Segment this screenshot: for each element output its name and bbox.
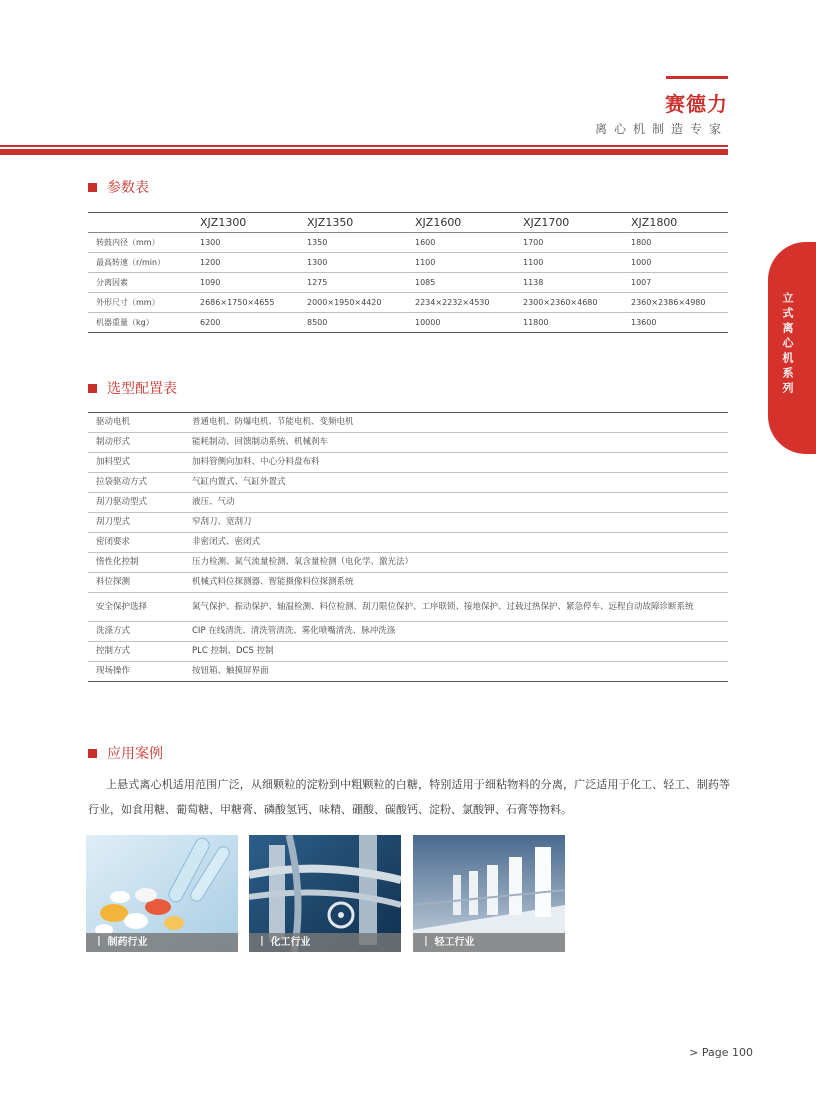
side-category-label: 立式离心机系列 xyxy=(781,292,794,397)
config-value: 窄刮刀、宽刮刀 xyxy=(184,513,728,533)
table-row xyxy=(88,253,728,273)
config-label: 安全保护选择 xyxy=(88,593,184,622)
section-marker-icon xyxy=(88,384,97,393)
config-value: 气缸内置式、气缸外置式 xyxy=(184,473,728,493)
config-label: 洗涤方式 xyxy=(88,622,184,642)
row-label: 机器重量（kg） xyxy=(88,313,194,333)
row-label: 转鼓内径（mm） xyxy=(88,233,194,253)
section-heading-config xyxy=(88,378,177,398)
table-row xyxy=(88,513,728,533)
table-cell: 1138 xyxy=(517,273,625,293)
table-cell: 10000 xyxy=(409,313,517,333)
config-label: 密闭要求 xyxy=(88,533,184,553)
config-value: PLC 控制、DCS 控制 xyxy=(184,642,728,662)
table-cell: 1100 xyxy=(409,253,517,273)
config-label: 拉袋驱动方式 xyxy=(88,473,184,493)
table-cell: 1100 xyxy=(517,253,625,273)
header-band xyxy=(0,149,728,155)
table-row xyxy=(88,553,728,573)
table-cell: 1700 xyxy=(517,233,625,253)
config-value: CIP 在线清洗、清洗管清洗、雾化喷嘴清洗、脉冲洗涤 xyxy=(184,622,728,642)
header-thin-rule xyxy=(0,145,728,147)
table-row xyxy=(88,293,728,313)
config-value: 压力检测、氮气流量检测、氧含量检测（电化学、激光法） xyxy=(184,553,728,573)
section-marker-icon xyxy=(88,183,97,192)
table-header-row xyxy=(88,213,728,233)
brand-name: 赛德力 xyxy=(665,92,728,116)
table-cell: 1200 xyxy=(194,253,301,273)
table-header-cell: XJZ1800 xyxy=(625,213,728,233)
section-title: 参数表 xyxy=(107,180,149,196)
table-cell: 2000×1950×4420 xyxy=(301,293,409,313)
config-label: 刮刀型式 xyxy=(88,513,184,533)
table-header-cell: XJZ1600 xyxy=(409,213,517,233)
table-header-cell xyxy=(88,213,194,233)
config-label: 刮刀驱动型式 xyxy=(88,493,184,513)
table-row xyxy=(88,533,728,553)
brand-accent-rule xyxy=(666,76,728,79)
config-value: 机械式料位探测器、智能摄像料位探测系统 xyxy=(184,573,728,593)
application-description: 上悬式离心机适用范围广泛，从细颗粒的淀粉到中粗颗粒的白糖，特别适用于细粘物料的分离，广泛适用于化工、轻工、制药等行业，如食用糖、葡萄糖、甲糖膏、磷酸氢钙、味精、硼酸、碳酸钙、淀粉、氯酸钾、石膏等物料。 xyxy=(88,778,730,816)
config-value: 非密闭式、密闭式 xyxy=(184,533,728,553)
section-marker-icon xyxy=(88,749,97,758)
table-row xyxy=(88,313,728,333)
table-cell: 1275 xyxy=(301,273,409,293)
table-cell: 6200 xyxy=(194,313,301,333)
config-label: 加料型式 xyxy=(88,453,184,473)
config-label: 料位探测 xyxy=(88,573,184,593)
page-number: > Page 100 xyxy=(689,1046,753,1059)
table-cell: 1300 xyxy=(194,233,301,253)
table-row xyxy=(88,413,728,433)
table-row xyxy=(88,573,728,593)
table-cell: 2360×2386×4980 xyxy=(625,293,728,313)
row-label: 最高转速（r/min） xyxy=(88,253,194,273)
table-header-cell: XJZ1350 xyxy=(301,213,409,233)
config-value: 普通电机、防爆电机、节能电机、变频电机 xyxy=(184,413,728,433)
case-image-pharma xyxy=(86,835,238,952)
table-cell: 1007 xyxy=(625,273,728,293)
case-caption: 丨 化工行业 xyxy=(249,933,401,952)
section-heading-params xyxy=(88,177,149,197)
table-cell: 2300×2360×4680 xyxy=(517,293,625,313)
config-value: 按钮箱、触摸屏界面 xyxy=(184,662,728,682)
table-header-cell: XJZ1300 xyxy=(194,213,301,233)
section-title: 应用案例 xyxy=(107,746,163,762)
table-cell: 11800 xyxy=(517,313,625,333)
table-cell: 1300 xyxy=(301,253,409,273)
table-cell: 1090 xyxy=(194,273,301,293)
config-value: 加料管侧向加料、中心分料盘布料 xyxy=(184,453,728,473)
table-row xyxy=(88,593,728,622)
config-label: 制动形式 xyxy=(88,433,184,453)
table-cell: 2234×2232×4530 xyxy=(409,293,517,313)
section-title: 选型配置表 xyxy=(107,381,177,397)
table-row xyxy=(88,493,728,513)
config-label: 驱动电机 xyxy=(88,413,184,433)
table-cell: 1350 xyxy=(301,233,409,253)
table-row xyxy=(88,642,728,662)
table-row xyxy=(88,622,728,642)
section-heading-cases xyxy=(88,743,163,763)
case-caption: 丨 轻工行业 xyxy=(413,933,565,952)
case-image-light-industry xyxy=(413,835,565,952)
table-cell: 1800 xyxy=(625,233,728,253)
table-header-cell: XJZ1700 xyxy=(517,213,625,233)
config-value: 液压、气动 xyxy=(184,493,728,513)
table-row xyxy=(88,433,728,453)
table-cell: 1085 xyxy=(409,273,517,293)
config-label: 现场操作 xyxy=(88,662,184,682)
case-caption: 丨 制药行业 xyxy=(86,933,238,952)
table-cell: 1600 xyxy=(409,233,517,253)
config-value: 能耗制动、回馈制动系统、机械刹车 xyxy=(184,433,728,453)
row-label: 分离因素 xyxy=(88,273,194,293)
parameter-table xyxy=(88,212,728,333)
config-value: 氮气保护、振动保护、轴温检测、料位检测、刮刀限位保护、工序联锁、接地保护、过载过热保护、紧急停车、远程自动故障诊断系统 xyxy=(184,593,728,622)
table-row xyxy=(88,453,728,473)
case-image-chemical xyxy=(249,835,401,952)
config-label: 控制方式 xyxy=(88,642,184,662)
table-row xyxy=(88,233,728,253)
table-cell: 13600 xyxy=(625,313,728,333)
table-cell: 8500 xyxy=(301,313,409,333)
config-table xyxy=(88,412,728,682)
brand-slogan: 离心机制造专家 xyxy=(594,122,728,136)
table-row xyxy=(88,473,728,493)
config-label: 惰性化控制 xyxy=(88,553,184,573)
table-cell: 1000 xyxy=(625,253,728,273)
row-label: 外形尺寸（mm） xyxy=(88,293,194,313)
table-cell: 2686×1750×4655 xyxy=(194,293,301,313)
table-row xyxy=(88,273,728,293)
table-row xyxy=(88,662,728,682)
